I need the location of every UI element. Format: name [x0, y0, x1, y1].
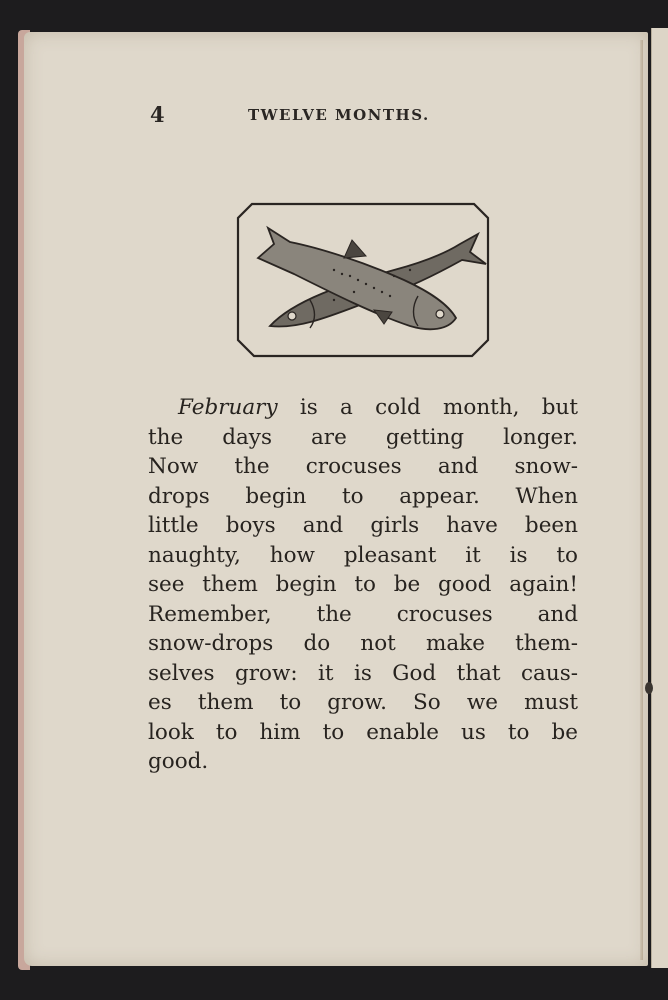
text-line-8: Remember, the crocuses and: [148, 601, 578, 627]
page-body-text: [148, 393, 578, 777]
text-line-7: see them begin to be good again!: [148, 572, 578, 597]
text-line-4: drops begin to appear. When: [148, 483, 578, 509]
text-line-6: naughty, how pleasant it is to: [148, 542, 578, 568]
text-line-2: the days are getting longer.: [148, 424, 578, 450]
text-line-13: good.: [148, 749, 209, 774]
text-line-11: es them to grow. So we must: [148, 690, 578, 715]
two-fish-woodcut-icon: [234, 200, 492, 360]
running-head: [150, 102, 480, 132]
text-line-5: little boys and girls have been: [148, 513, 578, 538]
text-line-10: selves grow: it is God that caus-: [148, 660, 578, 686]
page-number: 4: [150, 102, 165, 127]
text-line-12: look to him to enable us to be: [148, 719, 578, 745]
text-line-1: February is a cold month, but: [178, 395, 578, 420]
next-page-edge: [651, 28, 668, 968]
running-title: TWELVE MONTHS.: [248, 106, 430, 124]
page-gutter: [640, 40, 643, 960]
text-line-3: Now the crocuses and snow-: [148, 454, 578, 479]
month-name: February: [178, 395, 278, 420]
text-line-9: snow-drops do not make them-: [148, 631, 578, 656]
ink-smudge: [645, 682, 653, 694]
